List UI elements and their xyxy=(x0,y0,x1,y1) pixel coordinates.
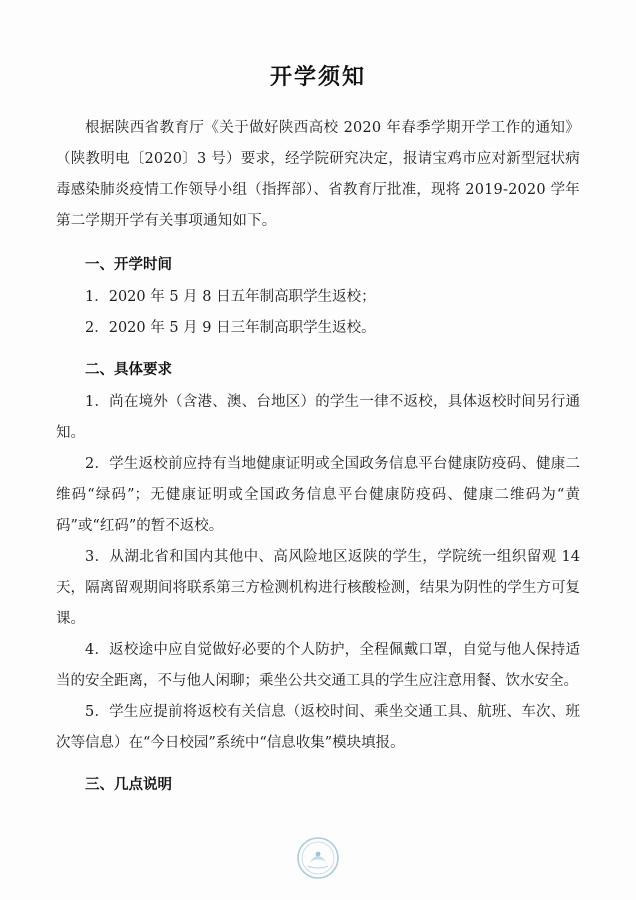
section-3 xyxy=(56,769,580,800)
intro-paragraph: 根据陕西省教育厅《关于做好陕西高校 2020 年春季学期开学工作的通知》（陕教明电〔2020〕3 号）要求，经学院研究决定，报请宝鸡市应对新型冠状病毒感染肺炎疫情工作领导小组（指挥部）、省教育厅批准，现将 2019-2020 学年第二学期开学有关事项通知如下。 xyxy=(56,120,580,229)
section-item: 1．尚在境外（含港、澳、台地区）的学生一律不返校，具体返校时间另行通知。 xyxy=(56,394,580,441)
section-item: 4．返校途中应自觉做好必要的个人防护，全程佩戴口罩，自觉与他人保持适当的安全距离，不与他人闲聊；乘坐公共交通工具的学生应注意用餐、饮水安全。 xyxy=(56,642,580,689)
spacer xyxy=(56,239,580,243)
school-seal-icon xyxy=(296,836,340,880)
spacer xyxy=(56,344,580,348)
section-item: 2．2020 年 5 月 9 日三年制高职学生返校。 xyxy=(85,320,376,336)
section-heading: 三、几点说明 xyxy=(85,776,172,793)
section-item: 3．从湖北省和国内其他中、高风险地区返陕的学生，学院统一组织留观 14 天，隔离留观期间将联系第三方检测机构进行核酸检测，结果为阴性的学生方可复课。 xyxy=(56,549,580,627)
spacer xyxy=(56,759,580,763)
section-2 xyxy=(56,354,580,759)
section-heading: 二、具体要求 xyxy=(85,361,172,378)
section-1 xyxy=(56,249,580,344)
page-title: 开学须知 xyxy=(269,64,366,90)
section-item: 5．学生应提前将返校有关信息（返校时间、乘坐交通工具、航班、车次、班次等信息）在“今日校园”系统中“信息收集”模块填报。 xyxy=(56,704,580,751)
section-heading: 一、开学时间 xyxy=(85,256,172,273)
section-item: 1．2020 年 5 月 8 日五年制高职学生返校； xyxy=(85,289,376,305)
section-item: 2．学生返校前应持有当地健康证明或全国政务信息平台健康防疫码、健康二维码“绿码”；无健康证明或全国政务信息平台健康防疫码、健康二维码为“黄码”或“红码”的暂不返校。 xyxy=(56,456,580,534)
